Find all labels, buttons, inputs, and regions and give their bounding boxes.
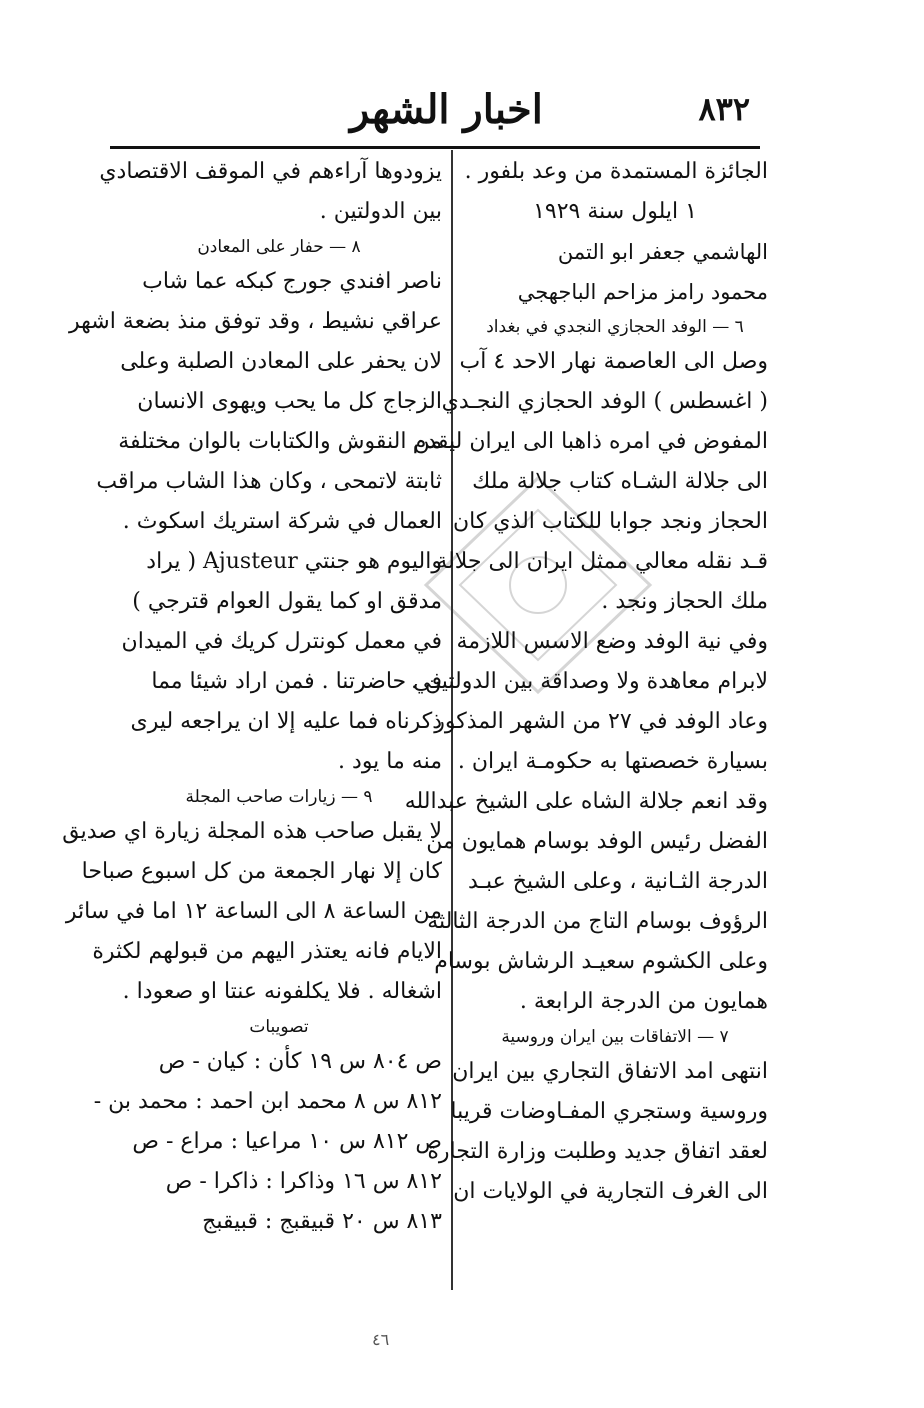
- text-line: المفوض في امره ذاهبا الى ايران ليقدم: [412, 429, 768, 454]
- text-line: همايون من الدرجة الرابعة .: [519, 989, 768, 1014]
- section-heading: ٩ — زيارات صاحب المجلة: [185, 787, 373, 807]
- left-column: [62, 152, 442, 1242]
- text-line: ١ ايلول سنة ١٩٢٩: [533, 199, 697, 224]
- text-line: اشغاله . فلا يكلفونه عنتا او صعودا .: [122, 979, 442, 1004]
- running-title: اخبار الشهر: [350, 86, 543, 133]
- text-line: من النقوش والكتابات بالوان مختلفة: [118, 429, 442, 454]
- text-line: يزودوها آراءهم في الموقف الاقتصادي: [99, 159, 442, 184]
- header-rule: [110, 146, 760, 149]
- text-line: لا يقبل صاحب هذه المجلة زيارة اي صديق: [62, 819, 442, 844]
- text-line: عراقي نشيط ، وقد توفق منذ بضعة اشهر: [68, 309, 442, 334]
- text-line: وقد انعم جلالة الشاه على الشيخ عبدالله: [404, 789, 768, 814]
- text-line: الحجاز ونجد جوابا للكتاب الذي كان: [452, 509, 768, 534]
- text-line: لعقد اتفاق جديد وطلبت وزارة التجارة: [427, 1139, 768, 1164]
- text-line: ص ٨١٢ س ١٠ مراعيا : مراع - ص: [132, 1129, 442, 1154]
- text-line: ناصر افندي جورج كبكه عما شاب: [142, 269, 442, 294]
- text-line: العمال في شركة استريك اسكوث .: [122, 509, 442, 534]
- text-line: الرؤوف بوسام التاج من الدرجة الثالثة: [427, 909, 768, 934]
- text-line: ملك الحجاز ونجد .: [601, 589, 768, 614]
- text-line: وعاد الوفد في ٢٧ من الشهر المذكور: [434, 709, 768, 734]
- text-line: لان يحفر على المعادن الصلبة وعلى: [120, 349, 442, 374]
- section-heading: ٦ — الوفد الحجازي النجدي في بغداد: [486, 317, 744, 337]
- text-line: الهاشمي جعفر ابو التمن: [557, 240, 768, 264]
- text-line: الايام فانه يعتذر اليهم من قبولهم لكثرة: [92, 939, 442, 964]
- text-line: الدرجة الثـانية ، وعلى الشيخ عبـد: [467, 869, 768, 894]
- text-line: وعلى الكشوم سعيـد الرشاش بوسام: [434, 949, 768, 974]
- right-column: [404, 152, 768, 1212]
- text-line: ٨١٢ س ١٦ وذاكرا : ذاكرا - ص: [165, 1169, 442, 1194]
- text-line: واليوم هو جنتي Ajusteur ( يراد: [146, 549, 442, 574]
- text-line: الى الغرف التجارية في الولايات ان: [453, 1179, 768, 1204]
- text-line: وروسية وستجري المفـاوضات قريبا: [450, 1099, 768, 1124]
- page-header: [110, 86, 750, 146]
- text-line: في حاضرتنا . فمن اراد شيئا مما: [151, 669, 442, 694]
- section-heading: ٨ — حفار على المعادن: [197, 237, 361, 257]
- page-number: ٨٣٢: [698, 90, 750, 128]
- text-line: الجائزة المستمدة من وعد بلفور .: [464, 159, 768, 184]
- text-line: منه ما يود .: [338, 749, 442, 774]
- text-line: الزجاج كل ما يحب ويهوى الانسان: [137, 389, 442, 414]
- text-line: الفضل رئيس الوفد بوسام همايون من: [426, 829, 768, 854]
- text-line: الى جلالة الشـاه كتاب جلالة ملك: [472, 469, 768, 494]
- text-line: بين الدولتين .: [319, 199, 442, 224]
- text-line: قـد نقله معالي ممثل ايران الى جلالة: [436, 549, 768, 574]
- text-line: وصل الى العاصمة نهار الاحد ٤ آب: [459, 349, 768, 374]
- text-line: ( اغسطس ) الوفد الحجازي النجـدي: [441, 389, 768, 414]
- section-heading: ٧ — الاتفاقات بين ايران وروسية: [501, 1027, 729, 1047]
- text-line: محمود رامز مزاحم الباجهجي: [517, 280, 768, 304]
- section-heading: تصويبات: [249, 1017, 309, 1037]
- text-line: انتهى امد الاتفاق التجاري بين ايران: [452, 1059, 768, 1084]
- footer-mark: ٤٦: [372, 1330, 390, 1349]
- text-line: كان إلا نهار الجمعة من كل اسبوع صباحا: [81, 859, 442, 884]
- text-line: بسيارة خصصتها به حكومـة ايران .: [457, 749, 768, 774]
- text-line: ثابتة لاتمحى ، وكان هذا الشاب مراقب: [96, 469, 442, 494]
- text-line: في معمل كونترل كريك في الميدان: [121, 629, 442, 654]
- text-line: من الساعة ٨ الى الساعة ١٢ اما في سائر: [65, 899, 442, 924]
- text-line: ٨١٣ س ٢٠ قبيقبج : قبيقبج: [202, 1209, 442, 1234]
- text-line: وفي نية الوفد وضع الاسس اللازمة: [456, 629, 768, 654]
- text-line: ذكرناه فما عليه إلا ان يراجعه ليرى: [130, 709, 442, 734]
- text-line: لابرام معاهدة ولا وصداقة بين الدولتين .: [411, 669, 768, 694]
- text-line: مدقق او كما يقول العوام قترجي ): [132, 589, 442, 614]
- text-line: ٨١٢ س ٨ محمد ابن احمد : محمد بن -: [93, 1089, 442, 1114]
- text-line: ص ٨٠٤ س ١٩ كأن : كيان - ص: [158, 1049, 442, 1074]
